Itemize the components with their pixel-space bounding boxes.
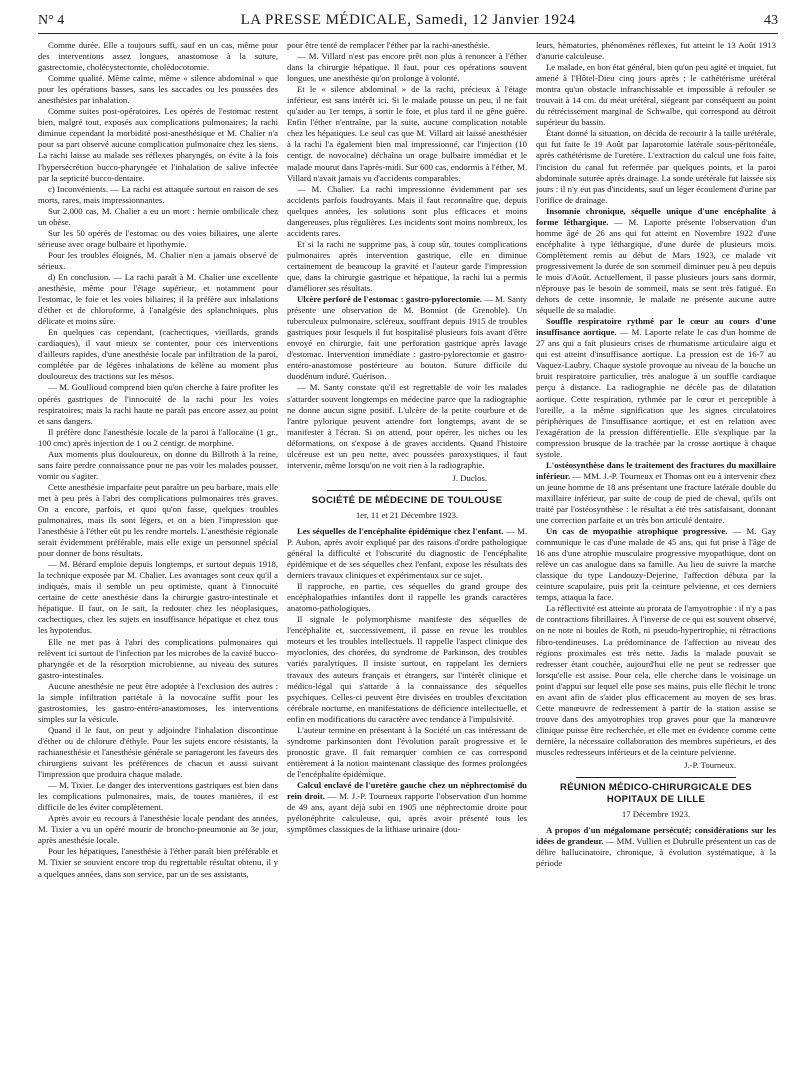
rubric-title: Calcul enclavé de l'uretère gauche chez un néphrectomisé du rein droit. (287, 780, 527, 802)
paragraph: — M. Chalier. La rachi impressionne évidemment par ses accidents parfois foudroyants. Mais il faut reconnaître que, depuis quelques années, les solutions sont plus efficaces et moins dangereuses, plus régulières. Les incidents sont moins nombreux, les accidents rares. (287, 183, 527, 238)
rubric (536, 206, 776, 316)
rubric-title: Les séquelles de l'encéphalite épidémique chez l'enfant. (297, 525, 504, 536)
paragraph: La réflectivité est atteinte au prorata de l'amyotrophie : il n'y a pas de contractions fibrillaires. À l'inverse de ce qui est souvent observé, on ne note ni boules de Roth, ni pseudo-hypertrophie, ni rétractions fibro-tendineuses. La prédominance de l'affection au niveau des régions proximales est très nette. Jadis la malade pouvait se redresser étant couchée, aujourd'hui elle ne peut se redresser que lorsqu'elle est assise. Pour cela, elle cherche dans le voisinage un point d'appui sur lequel elle pose ses mains, puis elle fléchit le tronc en avant afin de s'aider plus efficacement au moyen de ses bras. Cette manœuvre de redressement à partir de la station assise se trouve dans des amyotrophies trop graves pour que la manœuvre clinique puisse être recherchée, et elle met en évidence comme cette dernière, la nécessaire collaboration des membres supérieurs, et des muscles redresseurs inférieurs et de la ceinture pelvienne. (536, 603, 776, 757)
rubric-title: Insomnie chronique, séquelle unique d'une encéphalite à forme léthargique. (536, 205, 776, 227)
rubric-body: — MM. Vullien et Dubrulle présentent un cas de délire hallucinatoire, chronique, à évolution systématique, à la période (536, 836, 776, 869)
paragraph: Le malade, en bon état général, bien qu'un peu agité et inquiet, fut amené à l'Hôtel-Dieu cinq jours après ; le cathétérisme urétéral montra qu'un obstacle infranchissable et impossible à refouler se trouvait à 14 cm. du méat urétéral, siégeant par conséquent au point du rétrécissement marginal de Schwalbe, qui correspond au détroit supérieur du bassin. (536, 62, 776, 128)
paragraph: Et si la rachi ne supprime pas, à coup sûr, toutes complications pulmonaires après intervention gastrique, elle en diminue certainement de beaucoup la gravité et l'auteur garde l'impression que, dans la chirurgie gastrique et hépatique, la rachi lui a permis d'améliorer ses résultats. (287, 238, 527, 294)
paragraph: Il préfère donc l'anesthésie locale de la paroi à l'allocaïne (1 gr., 100 cmc) après injection de 1 ou 2 centigr. de morphine. (38, 426, 278, 448)
paragraph: Pour les troubles éloignés, M. Chalier n'en a jamais observé de sérieux. (38, 249, 278, 271)
rubric (536, 526, 776, 603)
page-number: 43 (764, 13, 778, 28)
paragraph: Comme qualité. Même calme, même « silence abdominal » que pour les opérations basses, sans les saccades ou les poussées des anesthésies par inhalation. (38, 73, 278, 106)
paragraph: Après avoir eu recours à l'anesthésie locale pendant des années, M. Tixier a vu un opéré mourir de broncho-pneumonie au 3e jour, après anesthésie locale. (38, 813, 278, 846)
paragraph: Comme durée. Elle a toujours suffi, sauf en un cas, même pour des interventions assez longues, anastomose à la suture, gastrectomie, cholécystectomie, cholédocotomie. (38, 40, 278, 73)
paragraph: d) En conclusion. — La rachi paraît à M. Chalier une excellente anesthésie, même pour l'étage supérieur, et notamment pour l'estomac, le foie et les voies biliaires; il la préfère aux inhalations d'éther et de chloroforme, à l'analgésie des splanchniques, plus délicate et moins sûre. (38, 271, 278, 327)
paragraph: Quand il le faut, on peut y adjoindre l'inhalation discontinue d'éther ou de chlorure d'éthyle. Pour les sujets encore résistants, la rachianesthésie et l'anesthésie générale se partageront les faveurs des chirurgiens suivant les préférences de chacun et aussi suivant l'impression que produira chaque malade. (38, 724, 278, 780)
paragraph: Pour les hépatiques, l'anesthésie à l'éther paraît bien préférable et M. Tixier se souvient encore trop du regrettable résultat obtenu, il y a quelques années, dans son service, par un de ses assistants, (38, 846, 278, 879)
page-header (38, 0, 778, 34)
issue-number: N° 4 (38, 13, 65, 28)
paragraph: — M. Bérard emploie depuis longtemps, et surtout depuis 1918, la technique exposée par M. Chalier. Les avantages sont ceux qu'il a indiqués, mais il semble un peu optimiste, quant à l'innocuité certaine de cette anesthésie dans la chirurgie gastro-intestinale et hépatique. Il faut, on le sait, la redouter chez les néoplasiques, cachectiques, chez les sujets en insuffisance hépatique et chez tous les hypotendus. (38, 559, 278, 636)
rubric (287, 780, 527, 835)
section-title: RÉUNION MÉDICO-CHIRURGICALE DES HOPITAUX DE LILLE (560, 782, 752, 806)
paragraph: Il rapproche, en partie, ces séquelles du grand groupe des encéphalopathies infantiles dont il rappelle les grands caractères anatomo-pathologiques. (287, 581, 527, 614)
paragraph: Aux moments plus douloureux, on donne du Billroth à la reine, sans faire perdre connaissance pour ne pas voir les malades pousser, vomir ou s'agiter. (38, 448, 278, 481)
paragraph: Elle ne met pas à l'abri des complications pulmonaires qui relèvent ici surtout de l'infection par les microbes de la cavité bucco-pharyngée et de la résorption microbienne, au niveau des sutures gastro-intestinales. (38, 636, 278, 680)
rubric-body: — MM. J.-P. Tourneux et Thomas ont eu à intervenir chez un jeune homme de 18 ans présentant une fracture latérale double du maxillaire inférieur, par suite de coup de pied de cheval, qu'ils ont traité par l'ostéosynthèse : le résultat a été très satisfaisant, donnant une correction parfaite et un très bon articulé dentaire. (536, 470, 776, 526)
section-date: 17 Décembre 1923. (621, 809, 691, 820)
paragraph: leurs, hématuries, phénomènes réflexes, fut atteint le 13 Août 1913 d'anurie calculeuse. (536, 40, 776, 62)
rubric-body: — M. Laporte relate le cas d'un homme de 27 ans qui a fait plusieurs crises de rhumatisme articulaire aigu et qui est atteint d'insuffisance aortique. La pression est de 16-7 au Vaquez-Laubry. Chaque systole provoque au niveau de la bouche un bruit respiratoire particulier, très analogue à un souffle cardiaque perçu à distance. La radiographie ne décèle pas de dilatation aortique. Cette respiration, rythmée par le cœur et perceptible à l'oreille, a la même signification que les signes circulatoires périphériques de l'insuffisance aortique, et est en relation avec l'exagération de la pression différentielle. Elle s'explique par la compression brusque de la trachée par la crosse aortique à chaque systole. (536, 327, 776, 459)
masthead-title: LA PRESSE MÉDICALE, Samedi, 12 Janvier 1924 (240, 12, 576, 28)
column-3 (536, 40, 776, 1080)
rubric-body: — M. Laporte présente l'observation d'un homme âgé de 26 ans qui fut atteint en Novembre 1922 d'une encéphalite à type léthargique, d'une durée de plusieurs mois. Complètement remis au début de Mars 1923, ce malade vit progressivement la durée de son sommeil diminuer peu à peu depuis le mois d'Août. Actuellement, il passe plusieurs jours sans dormir, n'éprouve pas le besoin de sommeil, mais se sent très fatigué. En dehors de cette insomnie, le malade ne présente aucune autre séquelle de sa maladie. (536, 216, 776, 316)
paragraph: — M. Goullioud comprend bien qu'on cherche à faire profiter les opérés gastriques de l'innocuité de la rachi pour les voies respiratoires; mais la rachi haute ne paraît pas encore assez au point et sans dangers. (38, 382, 278, 426)
paragraph: Étant donné la situation, on décida de recourir à la taille urétérale, qui fut faite le 19 Août par laparotomie latérale sous-péritonéale, après cathétérisme de l'uretère. L'extraction du calcul une fois faite, l'incision du canal fut refermée par quelques points, et la paroi abdominale suturée après drainage. La sonde urétérale fut laissée six jours : il n'y eut pas d'incidents, sauf un léger écoulement d'urine par l'orifice de drainage. (536, 128, 776, 205)
paragraph: En quelques cas cependant, (cachectiques, vieillards, grands cardiaques), il vaut mieux se contenter, pour ces interventions d'ailleurs rapides, d'une anesthésie locale par infiltration de la paroi, complétée par de légères inhalations de kélène au moment plus douloureux des tractions sur les mésos. (38, 327, 278, 382)
rubric-title: Souffle respiratoire rythmé par le cœur au cours d'une insuffisance aortique. (536, 316, 776, 338)
paragraph: L'auteur termine en présentant à la Société un cas intéressant de syndrome parkinsonien dont l'évolution paraît progressive et le pronostic grave. Il fait remarquer combien ce cas correspond entièrement à la notion maintenant classique des formes prolongées de l'encéphalite épidémique. (287, 724, 527, 779)
rubric (536, 316, 776, 460)
rubric (536, 460, 776, 526)
rubric-body: — M. P. Aubon, après avoir expliqué par des raisons d'ordre pathologique général la difficulté et l'obscurité du diagnostic de l'encéphalite épidémique et de ses séquelles chez l'enfant, expose les résultats des derniers travaux cliniques et expérimentaux sur ce sujet. (287, 525, 527, 581)
paragraph: Il signale le polymorphisme manifeste des séquelles de l'encéphalite et, successivement, il passe en revue les troubles moteurs et les troubles intellectuels. Il rappelle l'aspect clinique des myoclonies, des chorées, du syndrome de Parkinson, des troubles variés paralytiques. Il insiste surtout, en rappelant les derniers travaux des auteurs français et étrangers, sur l'intérêt clinique et médico-légal qui s'attarde à la connaissance des séquelles psychiques. Celles-ci peuvent être divisées en troubles d'excitation cérébrale nocturne, en manifestations de déficience intellectuelle, et enfin en modifications du caractère avec tendance à l'impulsivité. (287, 614, 527, 724)
paragraph: — M. Villard n'est pas encore prêt non plus à renoncer à l'éther dans la chirurgie hépatique. Il faut, pour ces opérations souvent longues, une anesthésie qu'on prolonge à volonté. (287, 51, 527, 84)
section-title: SOCIÉTÉ DE MÉDECINE DE TOULOUSE (311, 494, 503, 506)
text-columns (38, 34, 778, 1080)
rubric-body: — M. Gay communique le cas d'une malade de 45 ans, qui fut prise à l'âge de 16 ans d'une atrophie musculaire progressive myopathique, dont on relève un cas analogue dans sa famille. Au lieu de suivre la marche classique du type Landouzy-Dejerine, l'affection débuta par la ceinture scapulaire, puis prit la ceinture pelvienne, et ces derniers temps, attaqua la face. (536, 526, 776, 603)
signature: J.-P. Tourneux. (684, 760, 736, 771)
rubric (287, 294, 527, 382)
signature: J. Duclos. (452, 472, 487, 483)
column-2 (287, 40, 527, 1080)
rubric-body: — M. Santy présente une observation de M. Bonniot (de Grenoble). Un tuberculeux pulmonaire, scléreux, souffrant depuis 1915 de troubles gastriques pour lesquels il fut hospitalisé plusieurs fois avant d'être envoyé en chirurgie, fait une perforation gastrique après lavage d'estomac. Intervention immédiate : gastro-pylorectomie et gastro-entéro-anastomose postérieure au bouton. Suture difficile du duodénum induré. Guérison. (287, 294, 527, 382)
column-1 (38, 40, 278, 1080)
paragraph: Sur les 50 opérés de l'estomac ou des voies biliaires, une alerte sérieuse avec orage bulbaire et lipothymie. (38, 227, 278, 249)
paragraph: — M. Tixier. Le danger des interventions gastriques est bien dans les complications pulmonaires, mais, de toutes manières, il est difficile de les éviter complètement. (38, 780, 278, 813)
paragraph: — M. Santy constate qu'il est regrettable de voir les malades s'attarder souvent longtemps en médecine parce que la radiographie ne donne aucun signe positif. L'ulcère de la petite courbure et de l'antre pylorique peuvent attendre fort longtemps, avant de se manifester à l'écran. Si on attend, pour opérer, les niches ou les déformations, on s'expose à de graves accidents. Quand l'histoire ulcéreuse est un peu nette, avec poussées paroxystiques, il faut intervenir, même lorsqu'on ne voit rien à la radiographie. (287, 382, 527, 470)
rubric-body: — M. J.-P. Tourneux rapporte l'observation d'un homme de 49 ans, ayant déjà subi en 1905 une néphrectomie droite pour pyélonéphrite calculeuse, qui, après avoir présenté tous les symptômes classiques de la lithiase urinaire (dou- (287, 791, 527, 835)
rubric-title: A propos d'un mégalomane persécuté; considérations sur les idées de grandeur. (536, 825, 776, 847)
rubric (287, 526, 527, 581)
section-date: 1er, 11 et 21 Décembre 1923. (355, 509, 459, 520)
rubric-title: Un cas de myopathie atrophique progressive. (546, 526, 728, 537)
rubric-title: L'ostéosynthèse dans le traitement des fractures du maxillaire inférieur. (536, 459, 776, 481)
paragraph: pour être tenté de remplacer l'éther par la rachi-anesthésie. (287, 40, 490, 50)
paragraph: Comme suites post-opératoires. Les opérés de l'estomac restent bien, malgré tout, exposés aux complications pulmonaires; la rachi diminue cependant la morbidité post-anesthésique et M. Chalier n'a pour sa part observé aucune complication pulmonaire chez les siens. La rachi laisse au malade ses réflexes pharyngés, on évite à la fois l'hypersécrétion bucco-pharyngée et l'inhalation de salive infectée par la septicité bucco-dentaire. (38, 106, 278, 183)
paragraph: Et le « silence abdominal » de la rachi, précieux à l'étage inférieur, est sans intérêt ici. Si le malade pousse un peu, il ne fait qu'aider au 1er temps, à sortir le foie, et plus tard il ne gêne guère. Enfin l'éther n'entraîne, par la suite, aucune complication notable chez les hépatiques. Le seul cas que M. Villard ait laissé anesthésier à la rachi l'a également bien mal impressionné, car l'injection (10 centigr. de novocaïne) déchaîna un orage bulbaire immédiat et le malade mourut dans l'après-midi. Sur 600 cas, endormis à l'éther, M. Villard n'avait jamais vu d'accidents comparables. (287, 84, 527, 183)
paragraph: Cette anesthésie imparfaite peut paraître un peu barbare, mais elle met à peu près à l'abri des complications pulmonaires très graves. On a encore, parfois, et quoi qu'on fasse, quelques troubles pulmonaires, mais ils sont légers, et on a bien l'impression que l'anesthésie à l'éther eût pu les rendre mortels. L'anesthésie régionale serait évidemment préférable, mais elle exige un personnel spécial pour donner de bons résultats. (38, 481, 278, 559)
section-divider (576, 777, 736, 778)
paragraph: Aucune anesthésie ne peut être adoptée à l'exclusion des autres : la simple infiltration pariétale à la novocaïne suffit pour les gastrostomies, les gastro-entéro-anastomoses, les interventions simples sur la vésicule. (38, 680, 278, 724)
rubric-title: Ulcère perforé de l'estomac : gastro-pylorectomie. (297, 294, 482, 305)
paragraph: Sur 2.000 cas, M. Chalier a eu un mort : hernie ombilicale chez un obèse. (38, 205, 278, 227)
rubric (536, 825, 776, 869)
section-divider (327, 490, 487, 491)
paragraph: c) Inconvénients. — La rachi est attaquée surtout en raison de ses morts, rares, mais impressionnantes. (38, 183, 278, 205)
